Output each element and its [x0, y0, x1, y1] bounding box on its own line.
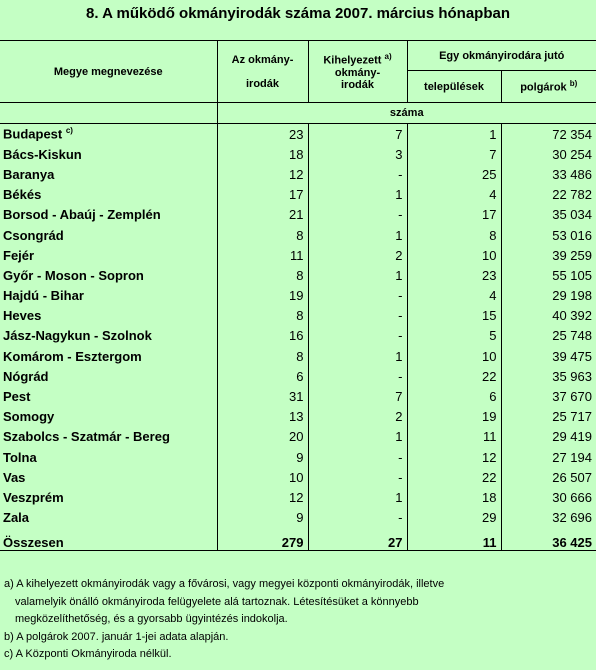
- settlements-per-office: 1: [407, 124, 501, 145]
- citizens-per-office: 53 016: [501, 225, 596, 245]
- outposted-count: 7: [308, 124, 407, 145]
- settlements-per-office: 22: [407, 366, 501, 386]
- county-name: Győr - Moson - Sopron: [3, 267, 144, 283]
- offices-count: 16: [217, 326, 308, 346]
- county-header: Megye megnevezése: [0, 41, 217, 103]
- total-row: [0, 528, 596, 551]
- offices-count: 18: [217, 144, 308, 164]
- footnote-a: a) A kihelyezett okmányirodák vagy a fővárosi, vagy megyei központi okmányirodák, illetve: [4, 578, 445, 590]
- settlements-per-office: 4: [407, 286, 501, 306]
- citizens-header: polgárok $^{b)}$: [501, 71, 596, 103]
- outposted-count: 1: [308, 487, 407, 507]
- outposted-count: 2: [308, 245, 407, 265]
- citizens-per-office: 39 259: [501, 245, 596, 265]
- outposted-count: -: [308, 205, 407, 225]
- settlements-per-office: 19: [407, 407, 501, 427]
- settlements-per-office: 12: [407, 447, 501, 467]
- county-name: Veszprém: [3, 489, 64, 505]
- county-name: Borsod - Abaúj - Zemplén: [3, 207, 161, 223]
- county-name: Jász-Nagykun - Szolnok: [3, 328, 152, 344]
- table-row: [0, 487, 596, 507]
- citizens-per-office: 35 034: [501, 205, 596, 225]
- citizens-per-office: 22 782: [501, 185, 596, 205]
- table-row: [0, 306, 596, 326]
- total-citizens: 36 425: [501, 528, 596, 551]
- table-row: [0, 447, 596, 467]
- settlements-per-office: 23: [407, 265, 501, 285]
- outposted-count: -: [308, 508, 407, 528]
- table-row: [0, 205, 596, 225]
- table-row: [0, 386, 596, 406]
- table-row: [0, 144, 596, 164]
- citizens-per-office: 25 717: [501, 407, 596, 427]
- footnote-a-cont: megközelíthetőség, és a gyorsabb ügyintézés indokolja.: [15, 613, 288, 625]
- table-row: [0, 124, 596, 145]
- outposted-count: -: [308, 286, 407, 306]
- county-name: Csongrád: [3, 227, 64, 243]
- county-name: Békés: [3, 187, 42, 203]
- table-row: [0, 366, 596, 386]
- table-row: [0, 346, 596, 366]
- outposted-count: -: [308, 326, 407, 346]
- outposted-count: 1: [308, 185, 407, 205]
- citizens-per-office: 26 507: [501, 467, 596, 487]
- county-name: Tolna: [3, 449, 37, 465]
- table-row: [0, 245, 596, 265]
- county-name: Bács-Kiskun: [3, 146, 82, 162]
- footnote-a-cont: valamelyik önálló okmányiroda felügyelete alá tartoznak. Létesítésüket a könnyebb: [15, 595, 419, 608]
- county-name: Szabolcs - Szatmár - Bereg: [3, 429, 170, 445]
- table-row: [0, 225, 596, 245]
- citizens-per-office: 32 696: [501, 508, 596, 528]
- footnote-b: b) A polgárok 2007. január 1-jei adata alapján.: [4, 630, 229, 643]
- offices-count: 20: [217, 427, 308, 447]
- settlements-per-office: 11: [407, 427, 501, 447]
- county-name: Fejér: [3, 247, 35, 263]
- total-settlements: 11: [407, 528, 501, 551]
- offices-count: 8: [217, 225, 308, 245]
- county-name: Baranya: [3, 166, 55, 182]
- county-name: Hajdú - Bihar: [3, 288, 84, 304]
- county-name: Pest: [3, 389, 31, 405]
- outposted-count: 7: [308, 386, 407, 406]
- citizens-per-office: 27 194: [501, 447, 596, 467]
- outposted-count: -: [308, 467, 407, 487]
- offices-count: 21: [217, 205, 308, 225]
- table-title: 8. A működő okmányirodák száma 2007. március hónapban: [85, 5, 511, 22]
- outposted-count: 1: [308, 265, 407, 285]
- settlements-per-office: 29: [407, 508, 501, 528]
- table-row: [0, 265, 596, 285]
- county-name: Vas: [3, 469, 26, 485]
- citizens-per-office: 30 666: [501, 487, 596, 507]
- county-name: Nógrád: [3, 368, 49, 384]
- offices-table: [0, 40, 596, 551]
- citizens-per-office: 29 419: [501, 427, 596, 447]
- citizens-per-office: 29 198: [501, 286, 596, 306]
- offices-count: 11: [217, 245, 308, 265]
- citizens-per-office: 25 748: [501, 326, 596, 346]
- table-row: [0, 164, 596, 184]
- outposted-count: 1: [308, 427, 407, 447]
- offices-count: 23: [217, 124, 308, 145]
- county-name: Komárom - Esztergom: [3, 348, 142, 364]
- citizens-per-office: 40 392: [501, 306, 596, 326]
- table-row: [0, 326, 596, 346]
- settlements-per-office: 10: [407, 346, 501, 366]
- footnote-c: c) A Központi Okmányiroda nélkül.: [4, 648, 172, 660]
- offices-count: 8: [217, 265, 308, 285]
- settlements-per-office: 6: [407, 386, 501, 406]
- county-name: Heves: [3, 308, 42, 324]
- offices-count: 8: [217, 346, 308, 366]
- settlements-per-office: 4: [407, 185, 501, 205]
- citizens-per-office: 30 254: [501, 144, 596, 164]
- outposted-count: -: [308, 306, 407, 326]
- county-name: Budapest $^{c)}$: [3, 126, 73, 142]
- settlements-per-office: 17: [407, 205, 501, 225]
- offices-count: 13: [217, 407, 308, 427]
- unit-label: száma: [217, 103, 596, 124]
- settlements-per-office: 7: [407, 144, 501, 164]
- table-row: [0, 467, 596, 487]
- offices-count: 6: [217, 366, 308, 386]
- offices-count: 9: [217, 508, 308, 528]
- citizens-per-office: 55 105: [501, 265, 596, 285]
- outposted-count: 1: [308, 225, 407, 245]
- table-row: [0, 427, 596, 447]
- outposted-count: -: [308, 164, 407, 184]
- settlements-per-office: 18: [407, 487, 501, 507]
- total-label: Összesen: [0, 528, 217, 551]
- offices-count: 12: [217, 164, 308, 184]
- citizens-per-office: 33 486: [501, 164, 596, 184]
- citizens-per-office: 35 963: [501, 366, 596, 386]
- footnotes: [4, 576, 594, 664]
- offices-count: 19: [217, 286, 308, 306]
- total-outposted: 27: [308, 528, 407, 551]
- table-row: [0, 185, 596, 205]
- outposted-count: 1: [308, 346, 407, 366]
- offices-count: 31: [217, 386, 308, 406]
- outposted-header: Kihelyezett $^{a)}$ okmány- irodák: [308, 41, 407, 103]
- offices-count: 12: [217, 487, 308, 507]
- outposted-count: 3: [308, 144, 407, 164]
- per-office-header: Egy okmányirodára jutó: [407, 41, 596, 71]
- settlements-per-office: 15: [407, 306, 501, 326]
- citizens-per-office: 39 475: [501, 346, 596, 366]
- county-name: Zala: [3, 510, 30, 526]
- table-row: [0, 286, 596, 306]
- settlements-per-office: 10: [407, 245, 501, 265]
- settlements-per-office: 25: [407, 164, 501, 184]
- outposted-count: -: [308, 366, 407, 386]
- settlements-header: települések: [407, 71, 501, 103]
- table-row: [0, 407, 596, 427]
- offices-count: 10: [217, 467, 308, 487]
- citizens-per-office: 72 354: [501, 124, 596, 145]
- settlements-per-office: 22: [407, 467, 501, 487]
- settlements-per-office: 5: [407, 326, 501, 346]
- offices-count: 8: [217, 306, 308, 326]
- outposted-count: -: [308, 447, 407, 467]
- offices-count: 9: [217, 447, 308, 467]
- total-offices: 279: [217, 528, 308, 551]
- offices-header: Az okmány- irodák: [217, 41, 308, 103]
- citizens-per-office: 37 670: [501, 386, 596, 406]
- settlements-per-office: 8: [407, 225, 501, 245]
- county-name: Somogy: [3, 409, 55, 425]
- offices-count: 17: [217, 185, 308, 205]
- outposted-count: 2: [308, 407, 407, 427]
- table-row: [0, 508, 596, 528]
